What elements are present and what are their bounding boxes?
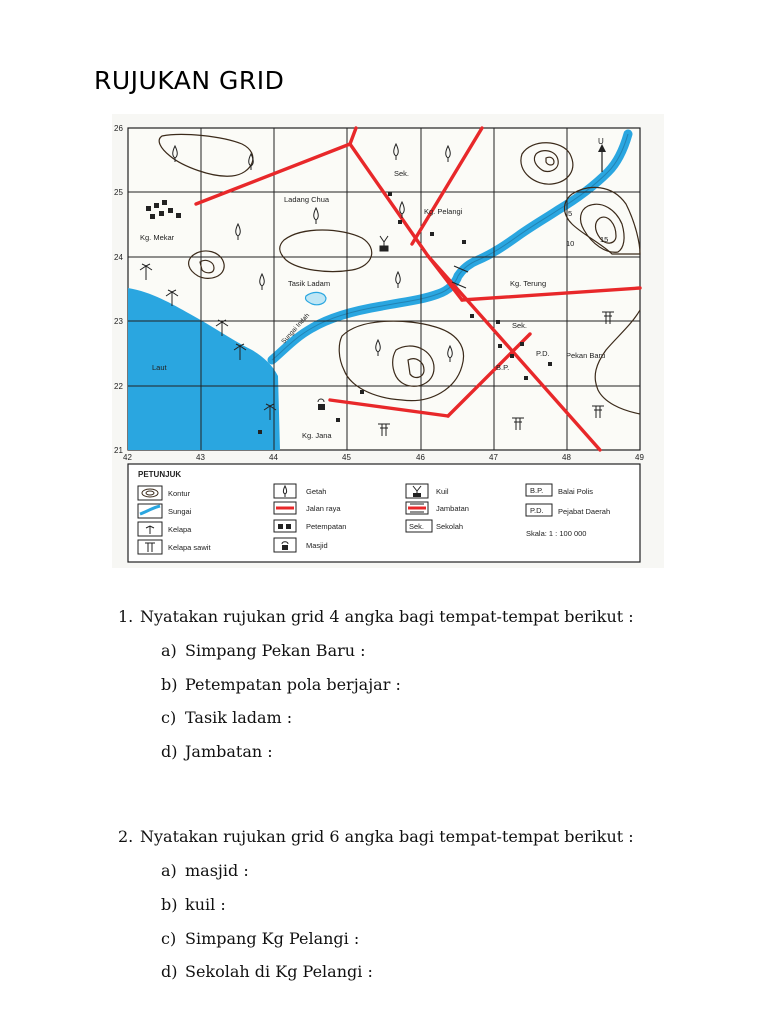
item-letter: a) <box>161 641 177 660</box>
legend-kelapa: Kelapa <box>168 525 192 534</box>
list-item <box>161 895 226 914</box>
label-north: U <box>598 137 604 146</box>
legend-kuil: Kuil <box>436 487 449 496</box>
axis-y-23: 23 <box>114 317 123 326</box>
question-number: 2. <box>118 827 134 846</box>
map-legend <box>128 464 640 562</box>
item-letter: b) <box>161 675 178 694</box>
label-tasik-ladam: Tasik Ladam <box>288 279 331 288</box>
question-2 <box>118 827 634 846</box>
item-letter: b) <box>161 895 178 914</box>
item-text: Simpang Pekan Baru : <box>185 641 366 660</box>
list-item <box>161 675 401 694</box>
page-title: RUJUKAN GRID <box>94 66 285 95</box>
label-contour-5: 5 <box>568 209 573 218</box>
label-sungai-indah: Sungai Indah <box>280 312 312 346</box>
legend-jambatan: Jambatan <box>436 504 469 513</box>
legend-pejabat-daerah: Pejabat Daerah <box>558 507 611 516</box>
axis-x-42: 42 <box>123 453 132 462</box>
axis-x-48: 48 <box>562 453 571 462</box>
question-text: Nyatakan rujukan grid 6 angka bagi tempat-tempat berikut : <box>140 827 634 846</box>
legend-sungai: Sungai <box>168 507 192 516</box>
list-item <box>161 861 249 880</box>
legend-kontur: Kontur <box>168 489 191 498</box>
axis-y-26: 26 <box>114 124 123 133</box>
item-text: masjid : <box>185 861 249 880</box>
legend-petempatan: Petempatan <box>306 522 347 531</box>
label-kg-pelangi: Kg. Pelangi <box>424 207 463 216</box>
label-kg-jana: Kg. Jana <box>302 431 332 440</box>
label-contour-10: 10 <box>566 239 575 248</box>
legend-getah: Getah <box>306 487 327 496</box>
label-laut: Laut <box>152 363 167 372</box>
question-1 <box>118 607 634 626</box>
question-text: Nyatakan rujukan grid 4 angka bagi tempat-tempat berikut : <box>140 607 634 626</box>
item-letter: c) <box>161 708 177 727</box>
label-sek-top: Sek. <box>394 169 410 178</box>
legend-bp-abbr: B.P. <box>530 486 544 495</box>
axis-x-46: 46 <box>416 453 425 462</box>
legend-skala: Skala: 1 : 100 000 <box>526 529 587 538</box>
legend-balai-polis: Balai Polis <box>558 487 594 496</box>
label-kg-mekar: Kg. Mekar <box>140 233 175 242</box>
axis-y-24: 24 <box>114 253 123 262</box>
axis-y-22: 22 <box>114 382 123 391</box>
legend-title: PETUNJUK <box>138 470 182 479</box>
label-bp: B.P. <box>496 363 510 372</box>
item-text: Tasik ladam : <box>185 708 293 727</box>
item-letter: d) <box>161 962 178 981</box>
item-text: Simpang Kg Pelangi : <box>185 929 360 948</box>
question-number: 1. <box>118 607 134 626</box>
legend-sekolah: Sekolah <box>436 522 464 531</box>
list-item <box>161 962 373 981</box>
label-sek-mid: Sek. <box>512 321 528 330</box>
legend-pd-abbr: P.D. <box>530 506 544 515</box>
axis-x-43: 43 <box>196 453 205 462</box>
item-text: Jambatan : <box>185 742 273 761</box>
item-text: Sekolah di Kg Pelangi : <box>185 962 373 981</box>
axis-x-49: 49 <box>635 453 644 462</box>
list-item <box>161 641 366 660</box>
axis-x-47: 47 <box>489 453 498 462</box>
legend-kelapa-sawit: Kelapa sawit <box>168 543 211 552</box>
label-pekan-baru: Pekan Baru <box>566 351 606 360</box>
item-letter: a) <box>161 861 177 880</box>
list-item <box>161 929 359 948</box>
topographic-map <box>112 114 664 568</box>
axis-y-21: 21 <box>114 446 123 455</box>
label-pd: P.D. <box>536 349 550 358</box>
axis-x-45: 45 <box>342 453 351 462</box>
item-letter: c) <box>161 929 177 948</box>
item-text: Petempatan pola berjajar : <box>185 675 401 694</box>
item-letter: d) <box>161 742 178 761</box>
label-ladang-chua: Ladang Chua <box>284 195 330 204</box>
label-kg-terung: Kg. Terung <box>510 279 547 288</box>
item-text: kuil : <box>185 895 226 914</box>
legend-sek-abbr: Sek. <box>409 522 425 531</box>
axis-y-25: 25 <box>114 188 123 197</box>
legend-jalan-raya: Jalan raya <box>306 504 341 513</box>
label-contour-15: 15 <box>600 235 609 244</box>
list-item <box>161 742 273 761</box>
list-item <box>161 708 292 727</box>
axis-x-44: 44 <box>269 453 278 462</box>
legend-masjid: Masjid <box>306 541 328 550</box>
